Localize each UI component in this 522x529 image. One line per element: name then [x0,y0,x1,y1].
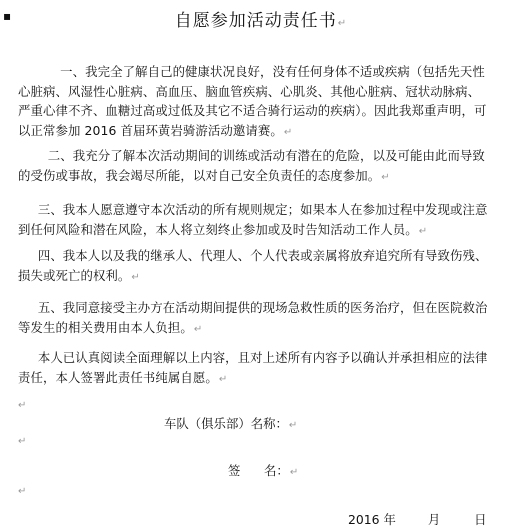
paragraph-mark: ↵ [218,373,228,385]
empty-paragraph-mark: ↵ [18,486,27,497]
paragraph-mark: ↵ [418,225,428,237]
paragraph-mark: ↵ [288,420,298,431]
paragraph-4: 四、我本人以及我的继承人、代理人、个人代表或亲属将放弃追究所有导致伤残、损失或死亡的权利。↵ [18,248,488,283]
paragraph-3: 三、我本人愿意遵守本次活动的所有规则规定；如果本人在参加过程中发现或注意到任何风险和潜在风险，本人将立刻终止参加或及时告知活动工作人员。↵ [18,202,488,237]
date-year: 2016 年 [348,512,396,527]
team-name-label: 车队（俱乐部）名称： [164,416,288,431]
team-name-line [164,414,297,435]
paragraph-5: 五、我同意接受主办方在活动期间提供的现场急救性质的医务治疗，但在医院救治等发生的相关费用由本人负担。↵ [18,300,488,335]
signature-line [228,461,298,482]
date-day: 日 [474,512,487,527]
signature-label: 签 名： [228,463,289,478]
paragraph-mark: ↵ [289,467,299,478]
paragraph-mark: ↵ [193,323,203,335]
date-month: 月 [427,512,441,527]
paragraph-mark: ↵ [337,18,348,29]
paragraph-2: 二、我充分了解本次活动期间的训练或活动有潜在的危险，以及可能由此而导致的受伤或事故，我会竭尽所能，以对自己安全负责任的态度参加。↵ [18,148,485,183]
bullet-marker: ▪ [3,9,12,23]
paragraph-1: 一、我完全了解自己的健康状况良好，没有任何身体不适或疾病（包括先天性心脏病、风湿性心脏病、高血压、脑血管疾病、心肌炎、其他心脏病、冠状动脉病、严重心律不齐、血糖过高或过低及其它不适合骑行运动的疾病）。因此我郑重声明，可以正常参加 2016 首届环黄岩骑游活动邀请赛。↵ [18,64,487,138]
paragraph-6: 本人已认真阅读全面理解以上内容，且对上述所有内容予以确认并承担相应的法律责任，本人签署此责任书纯属自愿。↵ [18,350,488,385]
date-line [348,510,487,529]
paragraph-mark: ↵ [381,171,390,183]
document-title: 自愿参加活动责任书↵ [174,11,348,31]
empty-paragraph-mark: ↵ [18,400,27,411]
empty-paragraph-mark: ↵ [18,436,27,447]
paragraph-mark: ↵ [283,126,293,138]
paragraph-mark: ↵ [131,271,140,283]
